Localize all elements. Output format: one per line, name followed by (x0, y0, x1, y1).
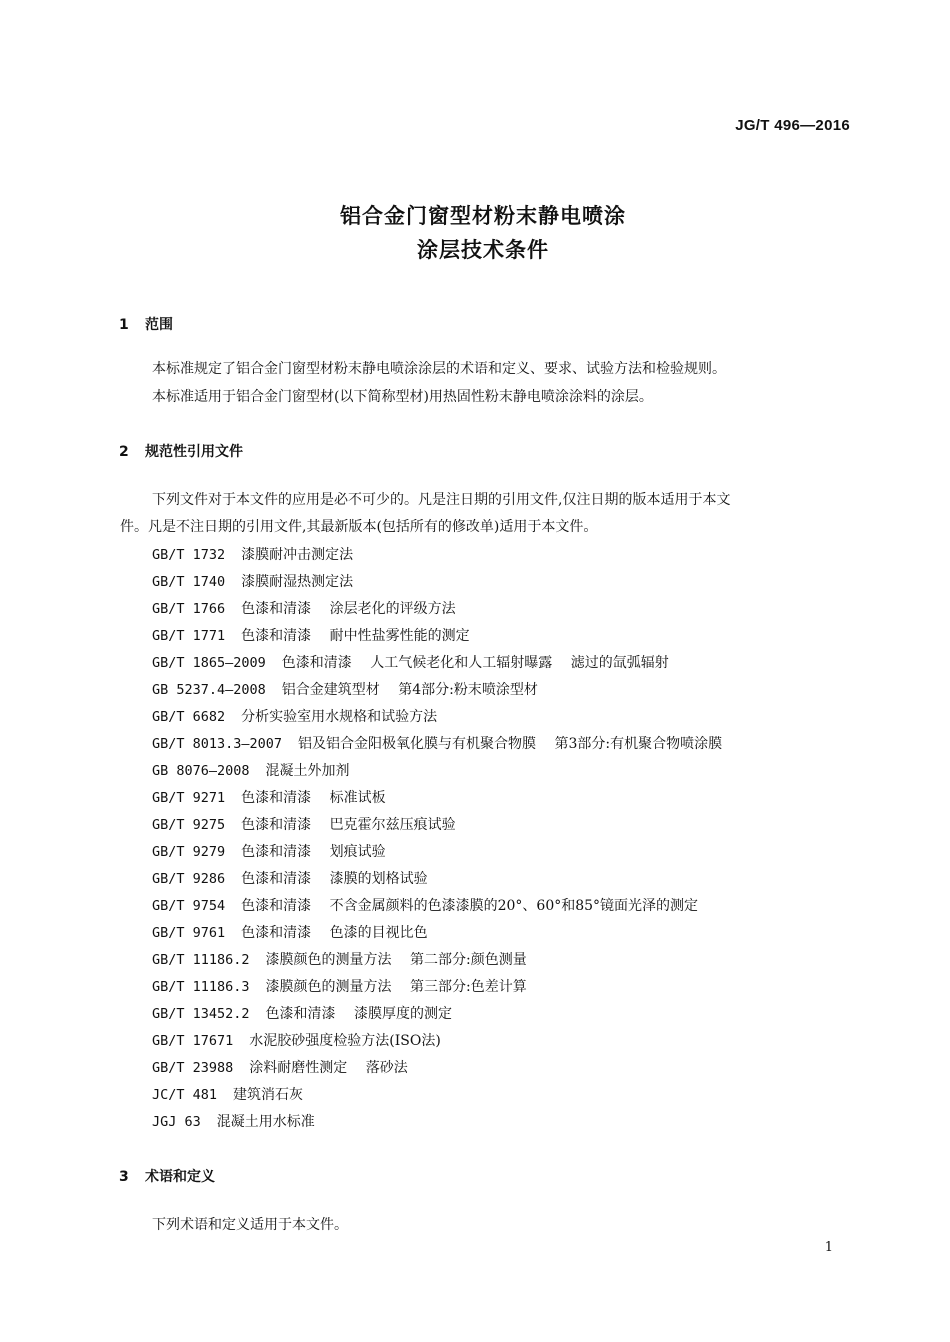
reference-title: 涂料耐磨性测定 落砂法 (249, 1060, 408, 1076)
reference-title: 色漆和清漆 巴克霍尔兹压痕试验 (241, 817, 456, 833)
reference-title: 色漆和清漆 划痕试验 (241, 844, 386, 860)
section-1-paragraph-1: 本标准规定了铝合金门窗型材粉末静电喷涂涂层的术语和定义、要求、试验方法和检验规则。 (152, 361, 726, 377)
reference-title: 铝合金建筑型材 第4部分:粉末喷涂型材 (281, 682, 538, 698)
reference-item (152, 569, 722, 596)
reference-list (152, 542, 722, 1136)
section-1-paragraph-2: 本标准适用于铝合金门窗型材(以下简称型材)用热固性粉末静电喷涂涂料的涂层。 (152, 389, 653, 405)
reference-code: GB 5237.4—2008 (152, 682, 266, 698)
reference-title: 漆膜耐冲击测定法 (241, 547, 354, 563)
reference-item (152, 758, 722, 785)
reference-item (152, 1028, 722, 1055)
reference-item (152, 596, 722, 623)
reference-title: 混凝土外加剂 (265, 763, 350, 779)
reference-code: JGJ 63 (152, 1114, 201, 1130)
reference-item (152, 947, 722, 974)
reference-item (152, 1109, 722, 1136)
section-number: 1 (119, 317, 129, 333)
reference-code: GB/T 23988 (152, 1060, 234, 1076)
reference-code: GB/T 9271 (152, 790, 226, 806)
reference-code: GB/T 1771 (152, 628, 226, 644)
page-number: 1 (824, 1240, 833, 1255)
reference-item (152, 866, 722, 893)
reference-code: GB/T 8013.3—2007 (152, 736, 283, 752)
reference-title: 色漆和清漆 漆膜的划格试验 (241, 871, 428, 887)
reference-code: GB/T 11186.3 (152, 979, 250, 995)
reference-code: GB/T 9275 (152, 817, 226, 833)
reference-title: 分析实验室用水规格和试验方法 (241, 709, 438, 725)
reference-item (152, 1001, 722, 1028)
reference-code: GB/T 9286 (152, 871, 226, 887)
section-3-heading (119, 1166, 215, 1186)
section-2-paragraph-line2: 件。凡是不注日期的引用文件,其最新版本(包括所有的修改单)适用于本文件。 (120, 519, 598, 535)
reference-title: 铝及铝合金阳极氧化膜与有机聚合物膜 第3部分:有机聚合物喷涂膜 (298, 736, 723, 752)
reference-item (152, 1055, 722, 1082)
reference-title: 色漆和清漆 耐中性盐雾性能的测定 (241, 628, 470, 644)
section-title: 范围 (145, 317, 173, 333)
reference-item (152, 542, 722, 569)
section-1-heading (119, 314, 173, 334)
reference-item (152, 650, 722, 677)
reference-code: GB/T 1865—2009 (152, 655, 266, 671)
reference-title: 混凝土用水标准 (216, 1114, 315, 1130)
reference-title: 色漆和清漆 涂层老化的评级方法 (241, 601, 456, 617)
reference-code: GB/T 9279 (152, 844, 226, 860)
reference-title: 色漆和清漆 漆膜厚度的测定 (265, 1006, 452, 1022)
reference-item (152, 839, 722, 866)
reference-code: GB/T 1766 (152, 601, 226, 617)
reference-code: GB/T 11186.2 (152, 952, 250, 968)
section-number: 2 (119, 444, 129, 460)
reference-title: 色漆和清漆 不含金属颜料的色漆漆膜的20°、60°和85°镜面光泽的测定 (241, 898, 699, 914)
reference-title: 建筑消石灰 (233, 1087, 304, 1103)
reference-code: GB/T 1732 (152, 547, 226, 563)
reference-title: 漆膜颜色的测量方法 第二部分:颜色测量 (265, 952, 527, 968)
reference-title: 色漆和清漆 人工气候老化和人工辐射曝露 滤过的氙弧辐射 (281, 655, 669, 671)
section-3-paragraph-1: 下列术语和定义适用于本文件。 (152, 1217, 348, 1233)
reference-item (152, 920, 722, 947)
reference-code: GB/T 9761 (152, 925, 226, 941)
section-2-heading (119, 441, 243, 461)
reference-item (152, 623, 722, 650)
section-2-paragraph-line1: 下列文件对于本文件的应用是必不可少的。凡是注日期的引用文件,仅注日期的版本适用于本文 (152, 492, 731, 508)
reference-code: GB/T 9754 (152, 898, 226, 914)
reference-item (152, 1082, 722, 1109)
section-title: 规范性引用文件 (145, 444, 243, 460)
document-title-line1: 铝合金门窗型材粉末静电喷涂 (340, 204, 626, 228)
reference-title: 色漆和清漆 色漆的目视比色 (241, 925, 428, 941)
reference-title: 色漆和清漆 标准试板 (241, 790, 386, 806)
reference-code: GB/T 1740 (152, 574, 226, 590)
reference-item (152, 785, 722, 812)
reference-item (152, 677, 722, 704)
reference-title: 水泥胶砂强度检验方法(ISO法) (249, 1033, 441, 1049)
reference-item (152, 812, 722, 839)
reference-title: 漆膜耐湿热测定法 (241, 574, 354, 590)
section-number: 3 (119, 1169, 129, 1185)
reference-title: 漆膜颜色的测量方法 第三部分:色差计算 (265, 979, 527, 995)
standard-code: JG/T 496—2016 (735, 117, 850, 134)
reference-item (152, 893, 722, 920)
reference-item (152, 731, 722, 758)
reference-code: GB/T 13452.2 (152, 1006, 250, 1022)
reference-code: GB 8076—2008 (152, 763, 250, 779)
reference-item (152, 704, 722, 731)
reference-code: GB/T 6682 (152, 709, 226, 725)
reference-code: GB/T 17671 (152, 1033, 234, 1049)
reference-code: JC/T 481 (152, 1087, 218, 1103)
document-title-line2: 涂层技术条件 (417, 238, 549, 262)
section-title: 术语和定义 (145, 1169, 215, 1185)
reference-item (152, 974, 722, 1001)
